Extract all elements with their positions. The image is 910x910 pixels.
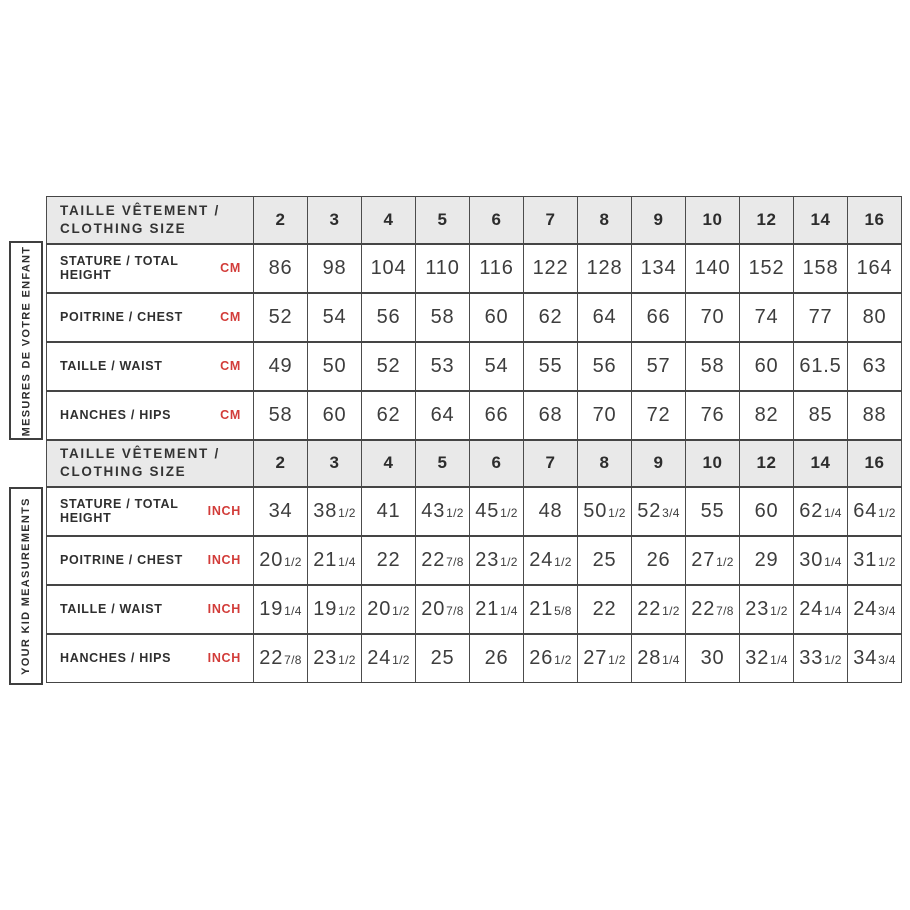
measurement-value-cell: 26 bbox=[632, 536, 686, 585]
fraction-part: 1/4 bbox=[500, 603, 518, 618]
size-column-header: 10 bbox=[686, 440, 740, 487]
measurement-value-cell: 88 bbox=[848, 391, 902, 440]
fraction-part: 3/4 bbox=[878, 603, 896, 618]
measurement-value-cell: 501/2 bbox=[578, 487, 632, 536]
measurement-row bbox=[47, 342, 902, 391]
fraction-part: 7/8 bbox=[446, 554, 464, 569]
measurement-value-cell: 56 bbox=[362, 293, 416, 342]
measurement-value-cell: 55 bbox=[524, 342, 578, 391]
unit-label: INCH bbox=[207, 553, 241, 567]
measurement-value-cell: 164 bbox=[848, 244, 902, 293]
measurement-value-cell: 25 bbox=[578, 536, 632, 585]
side-label-cm: MESURES DE VOTRE ENFANT bbox=[20, 245, 33, 436]
measurement-label-cell bbox=[47, 634, 254, 683]
unit-label: CM bbox=[220, 359, 241, 373]
fraction-part: 7/8 bbox=[446, 603, 464, 618]
size-column-header: 12 bbox=[740, 440, 794, 487]
size-column-header: 14 bbox=[794, 197, 848, 244]
fraction-part: 7/8 bbox=[284, 652, 302, 667]
measurement-label-cell bbox=[47, 487, 254, 536]
size-column-header: 2 bbox=[254, 440, 308, 487]
measurement-label: STATURE / TOTAL HEIGHT bbox=[60, 497, 179, 525]
clothing-size-header-label bbox=[47, 197, 254, 244]
fraction-part: 1/4 bbox=[284, 603, 302, 618]
measurement-value-cell: 122 bbox=[524, 244, 578, 293]
measurement-label-cell bbox=[47, 342, 254, 391]
fraction-part: 1/2 bbox=[824, 652, 842, 667]
measurement-value-cell: 641/2 bbox=[848, 487, 902, 536]
measurement-row bbox=[47, 585, 902, 634]
fraction-part: 1/2 bbox=[446, 505, 464, 520]
measurement-value-cell: 381/2 bbox=[308, 487, 362, 536]
unit-label: CM bbox=[220, 310, 241, 324]
measurement-label-cell bbox=[47, 391, 254, 440]
size-column-header: 4 bbox=[362, 440, 416, 487]
measurement-value-cell: 58 bbox=[254, 391, 308, 440]
fraction-part: 1/4 bbox=[770, 652, 788, 667]
measurement-value-cell: 321/4 bbox=[740, 634, 794, 683]
fraction-part: 3/4 bbox=[662, 505, 680, 520]
fraction-part: 1/4 bbox=[824, 554, 842, 569]
clothing-size-header-text bbox=[47, 445, 253, 480]
size-column-header: 4 bbox=[362, 197, 416, 244]
size-column-header: 3 bbox=[308, 440, 362, 487]
measurement-value-cell: 70 bbox=[578, 391, 632, 440]
size-table-body bbox=[47, 197, 902, 683]
measurement-value-cell: 128 bbox=[578, 244, 632, 293]
fraction-part: 1/2 bbox=[716, 554, 734, 569]
measurement-value-cell: 201/2 bbox=[362, 585, 416, 634]
measurement-value-cell: 52 bbox=[362, 342, 416, 391]
fraction-part: 1/2 bbox=[878, 505, 896, 520]
measurement-value-cell: 271/2 bbox=[686, 536, 740, 585]
measurement-value-cell: 58 bbox=[686, 342, 740, 391]
fraction-part: 1/2 bbox=[338, 603, 356, 618]
fraction-part: 1/2 bbox=[392, 603, 410, 618]
fraction-part: 1/2 bbox=[500, 505, 518, 520]
measurement-value-cell: 227/8 bbox=[686, 585, 740, 634]
size-column-header: 6 bbox=[470, 440, 524, 487]
measurement-value-cell: 54 bbox=[308, 293, 362, 342]
measurement-label: POITRINE / CHEST bbox=[60, 553, 184, 567]
measurement-value-cell: 60 bbox=[740, 342, 794, 391]
measurement-value-cell: 191/2 bbox=[308, 585, 362, 634]
unit-label: INCH bbox=[207, 504, 241, 518]
fraction-part: 5/8 bbox=[554, 603, 572, 618]
measurement-label-wrap bbox=[47, 488, 253, 535]
measurement-value-cell: 64 bbox=[416, 391, 470, 440]
measurement-label: POITRINE / CHEST bbox=[60, 310, 184, 324]
measurement-value-cell: 621/4 bbox=[794, 487, 848, 536]
measurement-value-cell: 22 bbox=[362, 536, 416, 585]
measurement-value-cell: 58 bbox=[416, 293, 470, 342]
fraction-part: 1/2 bbox=[338, 505, 356, 520]
measurement-value-cell: 98 bbox=[308, 244, 362, 293]
measurement-value-cell: 30 bbox=[686, 634, 740, 683]
measurement-value-cell: 68 bbox=[524, 391, 578, 440]
measurement-row bbox=[47, 244, 902, 293]
measurement-value-cell: 25 bbox=[416, 634, 470, 683]
header-label-line1: TAILLE VÊTEMENT / bbox=[60, 446, 220, 462]
size-column-header: 9 bbox=[632, 197, 686, 244]
measurement-label-cell bbox=[47, 244, 254, 293]
size-column-header: 14 bbox=[794, 440, 848, 487]
measurement-value-cell: 158 bbox=[794, 244, 848, 293]
fraction-part: 1/2 bbox=[608, 652, 626, 667]
measurement-value-cell: 41 bbox=[362, 487, 416, 536]
size-column-header: 6 bbox=[470, 197, 524, 244]
measurement-label-wrap bbox=[47, 586, 253, 633]
fraction-part: 1/4 bbox=[824, 603, 842, 618]
measurement-value-cell: 52 bbox=[254, 293, 308, 342]
fraction-part: 1/2 bbox=[662, 603, 680, 618]
fraction-part: 1/2 bbox=[338, 652, 356, 667]
measurement-value-cell: 66 bbox=[632, 293, 686, 342]
measurement-value-cell: 116 bbox=[470, 244, 524, 293]
measurement-value-cell: 74 bbox=[740, 293, 794, 342]
measurement-value-cell: 451/2 bbox=[470, 487, 524, 536]
measurement-value-cell: 431/2 bbox=[416, 487, 470, 536]
measurement-value-cell: 241/4 bbox=[794, 585, 848, 634]
measurement-value-cell: 231/2 bbox=[308, 634, 362, 683]
measurement-label-cell bbox=[47, 293, 254, 342]
clothing-size-header-row bbox=[47, 197, 902, 244]
measurement-value-cell: 60 bbox=[470, 293, 524, 342]
side-label-inch-box bbox=[9, 487, 43, 685]
measurement-value-cell: 104 bbox=[362, 244, 416, 293]
measurement-value-cell: 48 bbox=[524, 487, 578, 536]
measurement-label-cell bbox=[47, 536, 254, 585]
measurement-value-cell: 61.5 bbox=[794, 342, 848, 391]
measurement-label-wrap bbox=[47, 294, 253, 341]
size-column-header: 2 bbox=[254, 197, 308, 244]
measurement-value-cell: 311/2 bbox=[848, 536, 902, 585]
unit-label: INCH bbox=[207, 651, 241, 666]
fraction-part: 1/2 bbox=[554, 554, 572, 569]
measurement-value-cell: 60 bbox=[308, 391, 362, 440]
size-table bbox=[46, 196, 902, 683]
measurement-value-cell: 57 bbox=[632, 342, 686, 391]
fraction-part: 1/2 bbox=[770, 603, 788, 618]
measurement-label: TAILLE / WAIST bbox=[60, 602, 163, 616]
size-column-header: 5 bbox=[416, 440, 470, 487]
size-column-header: 10 bbox=[686, 197, 740, 244]
fraction-part: 1/2 bbox=[554, 652, 572, 667]
fraction-part: 1/2 bbox=[878, 554, 896, 569]
unit-label: CM bbox=[220, 408, 241, 422]
fraction-part: 1/2 bbox=[500, 554, 518, 569]
measurement-value-cell: 22 bbox=[578, 585, 632, 634]
measurement-row bbox=[47, 634, 902, 683]
measurement-value-cell: 54 bbox=[470, 342, 524, 391]
measurement-label: HANCHES / HIPS bbox=[60, 651, 172, 666]
measurement-value-cell: 82 bbox=[740, 391, 794, 440]
fraction-part: 1/4 bbox=[338, 554, 356, 569]
header-label-line2: CLOTHING SIZE bbox=[60, 464, 187, 479]
measurement-value-cell: 34 bbox=[254, 487, 308, 536]
fraction-part: 1/2 bbox=[608, 505, 626, 520]
measurement-value-cell: 201/2 bbox=[254, 536, 308, 585]
clothing-size-header-text bbox=[47, 202, 253, 237]
measurement-value-cell: 56 bbox=[578, 342, 632, 391]
measurement-label-wrap bbox=[47, 245, 253, 292]
measurement-value-cell: 231/2 bbox=[470, 536, 524, 585]
size-column-header: 16 bbox=[848, 197, 902, 244]
measurement-value-cell: 62 bbox=[524, 293, 578, 342]
measurement-value-cell: 215/8 bbox=[524, 585, 578, 634]
measurement-label: TAILLE / WAIST bbox=[60, 359, 163, 373]
measurement-value-cell: 53 bbox=[416, 342, 470, 391]
measurement-value-cell: 227/8 bbox=[416, 536, 470, 585]
measurement-value-cell: 64 bbox=[578, 293, 632, 342]
fraction-part: 3/4 bbox=[878, 652, 896, 667]
measurement-value-cell: 86 bbox=[254, 244, 308, 293]
measurement-value-cell: 60 bbox=[740, 487, 794, 536]
measurement-value-cell: 63 bbox=[848, 342, 902, 391]
measurement-value-cell: 281/4 bbox=[632, 634, 686, 683]
size-column-header: 8 bbox=[578, 440, 632, 487]
fraction-part: 7/8 bbox=[716, 603, 734, 618]
measurement-value-cell: 26 bbox=[470, 634, 524, 683]
measurement-label: STATURE / TOTAL HEIGHT bbox=[60, 254, 179, 282]
measurement-value-cell: 523/4 bbox=[632, 487, 686, 536]
size-column-header: 12 bbox=[740, 197, 794, 244]
measurement-label-wrap bbox=[47, 343, 253, 390]
measurement-label-cell bbox=[47, 585, 254, 634]
size-column-header: 7 bbox=[524, 440, 578, 487]
fraction-part: 1/2 bbox=[392, 652, 410, 667]
measurement-row bbox=[47, 487, 902, 536]
unit-label: INCH bbox=[207, 602, 241, 616]
measurement-value-cell: 343/4 bbox=[848, 634, 902, 683]
side-label-cm-box bbox=[9, 241, 43, 440]
measurement-row bbox=[47, 391, 902, 440]
measurement-value-cell: 62 bbox=[362, 391, 416, 440]
header-label-line1: TAILLE VÊTEMENT / bbox=[60, 203, 220, 219]
measurement-value-cell: 70 bbox=[686, 293, 740, 342]
measurement-label-wrap bbox=[47, 537, 253, 584]
measurement-value-cell: 191/4 bbox=[254, 585, 308, 634]
measurement-value-cell: 221/2 bbox=[632, 585, 686, 634]
measurement-value-cell: 231/2 bbox=[740, 585, 794, 634]
measurement-value-cell: 85 bbox=[794, 391, 848, 440]
measurement-label-wrap bbox=[47, 635, 253, 683]
measurement-value-cell: 140 bbox=[686, 244, 740, 293]
header-label-line2: CLOTHING SIZE bbox=[60, 220, 187, 236]
side-label-inch: YOUR KID MEASUREMENTS bbox=[20, 497, 32, 675]
fraction-part: 1/4 bbox=[662, 652, 680, 667]
size-column-header: 5 bbox=[416, 197, 470, 244]
measurement-value-cell: 29 bbox=[740, 536, 794, 585]
measurement-value-cell: 134 bbox=[632, 244, 686, 293]
clothing-size-header-row bbox=[47, 440, 902, 487]
measurement-value-cell: 49 bbox=[254, 342, 308, 391]
measurement-value-cell: 207/8 bbox=[416, 585, 470, 634]
measurement-value-cell: 227/8 bbox=[254, 634, 308, 683]
measurement-value-cell: 271/2 bbox=[578, 634, 632, 683]
measurement-value-cell: 301/4 bbox=[794, 536, 848, 585]
measurement-value-cell: 243/4 bbox=[848, 585, 902, 634]
measurement-value-cell: 241/2 bbox=[524, 536, 578, 585]
measurement-value-cell: 77 bbox=[794, 293, 848, 342]
size-column-header: 8 bbox=[578, 197, 632, 244]
measurement-value-cell: 241/2 bbox=[362, 634, 416, 683]
unit-label: CM bbox=[220, 261, 241, 275]
size-column-header: 3 bbox=[308, 197, 362, 244]
size-column-header: 7 bbox=[524, 197, 578, 244]
measurement-value-cell: 55 bbox=[686, 487, 740, 536]
measurement-label: HANCHES / HIPS bbox=[60, 408, 172, 422]
measurement-value-cell: 261/2 bbox=[524, 634, 578, 683]
measurement-value-cell: 76 bbox=[686, 391, 740, 440]
measurement-value-cell: 110 bbox=[416, 244, 470, 293]
measurement-value-cell: 66 bbox=[470, 391, 524, 440]
size-column-header: 9 bbox=[632, 440, 686, 487]
measurement-value-cell: 211/4 bbox=[308, 536, 362, 585]
measurement-value-cell: 211/4 bbox=[470, 585, 524, 634]
measurement-value-cell: 72 bbox=[632, 391, 686, 440]
clothing-size-header-label bbox=[47, 440, 254, 487]
measurement-label-wrap bbox=[47, 392, 253, 439]
size-column-header: 16 bbox=[848, 440, 902, 487]
measurement-value-cell: 50 bbox=[308, 342, 362, 391]
measurement-row bbox=[47, 293, 902, 342]
measurement-value-cell: 152 bbox=[740, 244, 794, 293]
measurement-value-cell: 331/2 bbox=[794, 634, 848, 683]
measurement-value-cell: 80 bbox=[848, 293, 902, 342]
fraction-part: 1/4 bbox=[824, 505, 842, 520]
measurement-row bbox=[47, 536, 902, 585]
fraction-part: 1/2 bbox=[284, 554, 302, 569]
